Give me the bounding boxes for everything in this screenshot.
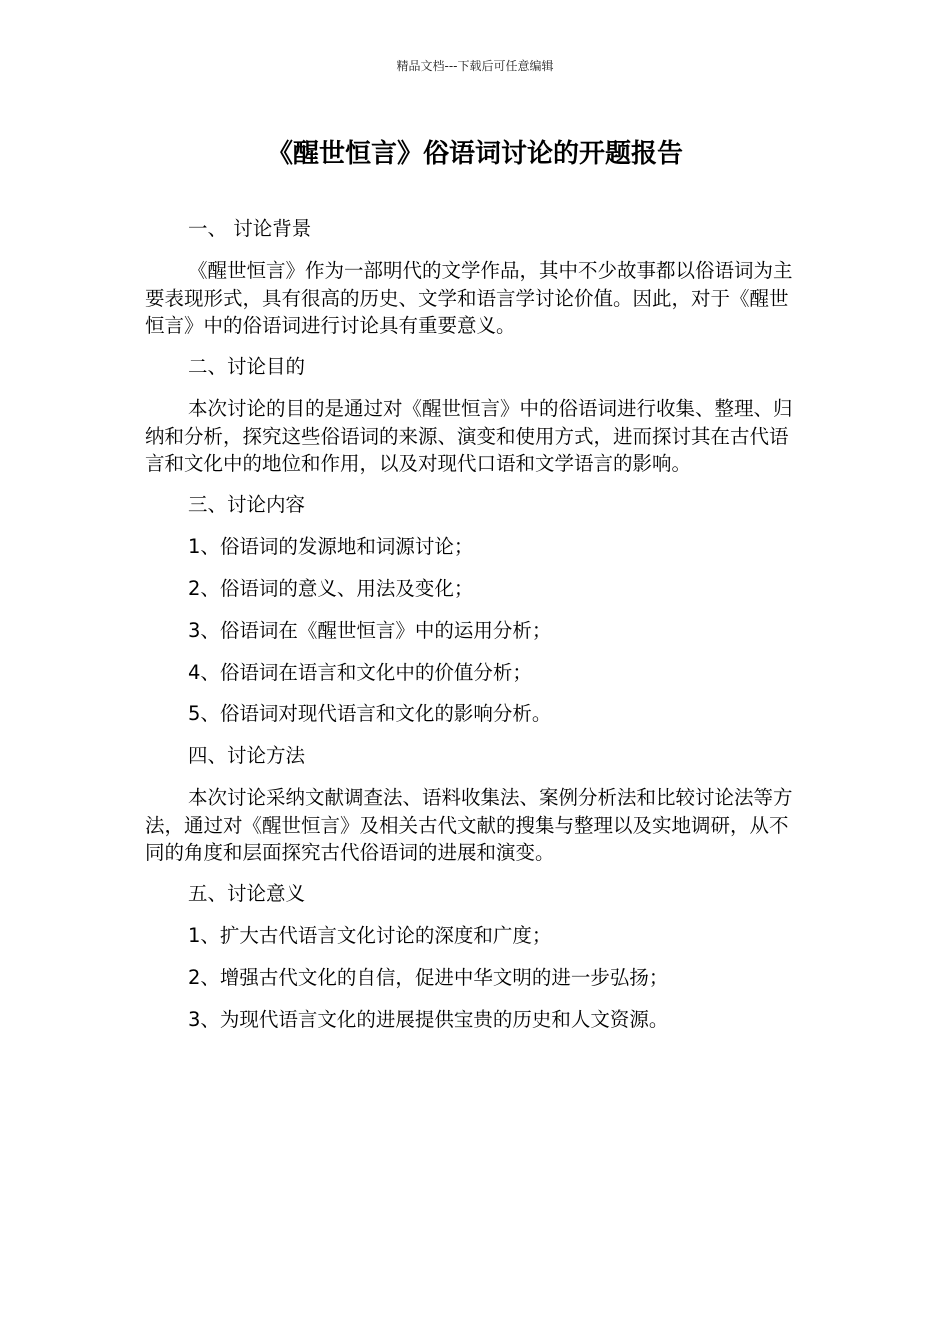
section-paragraph-method: 本次讨论采纳文献调查法、语料收集法、案例分析法和比较讨论法等方法，通过对《醒世恒言》及相关古代文献的搜集与整理以及实地调研，从不同的角度和层面探究古代俗语词的进展和演变。 xyxy=(145,786,793,864)
list-item: 3、俗语词在《醒世恒言》中的运用分析； xyxy=(188,619,552,642)
section-paragraph-purpose: 本次讨论的目的是通过对《醒世恒言》中的俗语词进行收集、整理、归纳和分析，探究这些俗语词的来源、演变和使用方式，进而探讨其在古代语言和文化中的地位和作用，以及对现代口语和文学语言的影响。 xyxy=(145,397,793,475)
section-heading-significance: 五、讨论意义 xyxy=(188,882,306,905)
list-item: 2、俗语词的意义、用法及变化； xyxy=(188,577,474,600)
header-note: 精品文档---下载后可任意编辑 xyxy=(396,59,554,73)
section-paragraph-background: 《醒世恒言》作为一部明代的文学作品，其中不少故事都以俗语词为主要表现形式，具有很高的历史、文学和语言学讨论价值。因此，对于《醒世恒言》中的俗语词进行讨论具有重要意义。 xyxy=(145,259,793,337)
list-item: 5、俗语词对现代语言和文化的影响分析。 xyxy=(188,702,552,725)
section-heading-purpose: 二、讨论目的 xyxy=(188,355,306,378)
list-item: 4、俗语词在语言和文化中的价值分析； xyxy=(188,661,532,684)
section-heading-content: 三、讨论内容 xyxy=(188,493,306,516)
list-item: 1、俗语词的发源地和词源讨论； xyxy=(188,535,474,558)
section-heading-method: 四、讨论方法 xyxy=(188,744,306,767)
list-item: 1、扩大古代语言文化讨论的深度和广度； xyxy=(188,924,552,947)
section-heading-background: 一、 讨论背景 xyxy=(188,217,312,240)
list-item: 3、为现代语言文化的进展提供宝贵的历史和人文资源。 xyxy=(188,1008,669,1031)
document-title: 《醒世恒言》俗语词讨论的开题报告 xyxy=(266,139,683,169)
list-item: 2、增强古代文化的自信，促进中华文明的进一步弘扬； xyxy=(188,966,669,989)
